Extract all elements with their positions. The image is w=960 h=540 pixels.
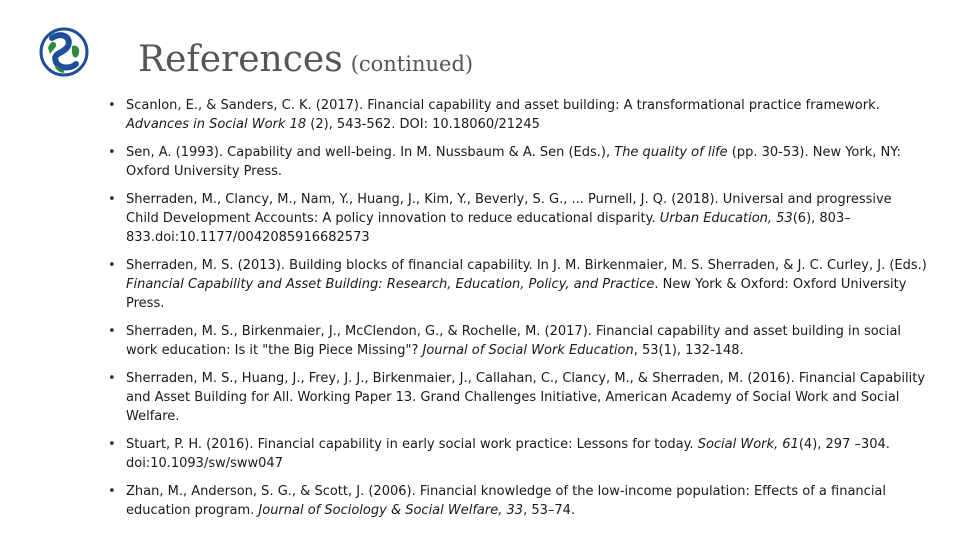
title-subtitle: (continued) [350, 52, 474, 76]
reference-item: • Sherraden, M. S. (2013). Building blocks of financial capability. In J. M. Birkenmaier, M. S. Sherraden, & J. C. Curley, J. (Eds.) Financial Capability and Asset Building: Research, Education, Policy, and Practice. New York & Oxford: Oxford University Press. [108, 256, 928, 313]
reference-item: • Scanlon, E., & Sanders, C. K. (2017). Financial capability and asset building: A transformational practice framework. Advances in Social Work 18 (2), 543-562. DOI: 10.18060/21245 [108, 96, 928, 134]
page-title [138, 38, 473, 86]
title-main: References [138, 39, 343, 80]
reference-item: • Sherraden, M. S., Huang, J., Frey, J. J., Birkenmaier, J., Callahan, C., Clancy, M., & Sherraden, M. (2016). Financial Capability and Asset Building for All. Working Paper 13. Grand Challenges Initiative, American Academy of Social Work and Social Welfare. [108, 369, 928, 426]
reference-item: • Sherraden, M. S., Birkenmaier, J., McClendon, G., & Rochelle, M. (2017). Financial capability and asset building in social work education: Is it "the Big Piece Missing"? Journal of Social Work Education, 53(1), 132-148. [108, 322, 928, 360]
reference-item: • Sen, A. (1993). Capability and well-being. In M. Nussbaum & A. Sen (Eds.), The quality of life (pp. 30-53). New York, NY: Oxford University Press. [108, 143, 928, 181]
reference-item: • Zhan, M., Anderson, S. G., & Scott, J. (2006). Financial knowledge of the low-income population: Effects of a financial education program. Journal of Sociology & Social Welfare, 33, 53–74. [108, 482, 928, 520]
reference-list [108, 96, 928, 529]
reference-item: • Sherraden, M., Clancy, M., Nam, Y., Huang, J., Kim, Y., Beverly, S. G., ... Purnell, J. Q. (2018). Universal and progressive Child Development Accounts: A policy innovation to reduce educational disparity. Urban Education, 53(6), 803–833.doi:10.1177/0042085916682573 [108, 190, 928, 247]
globe-s-logo-icon [38, 26, 90, 78]
reference-item: • Stuart, P. H. (2016). Financial capability in early social work practice: Lessons for today. Social Work, 61(4), 297 –304. doi:10.1093/sw/sww047 [108, 435, 928, 473]
